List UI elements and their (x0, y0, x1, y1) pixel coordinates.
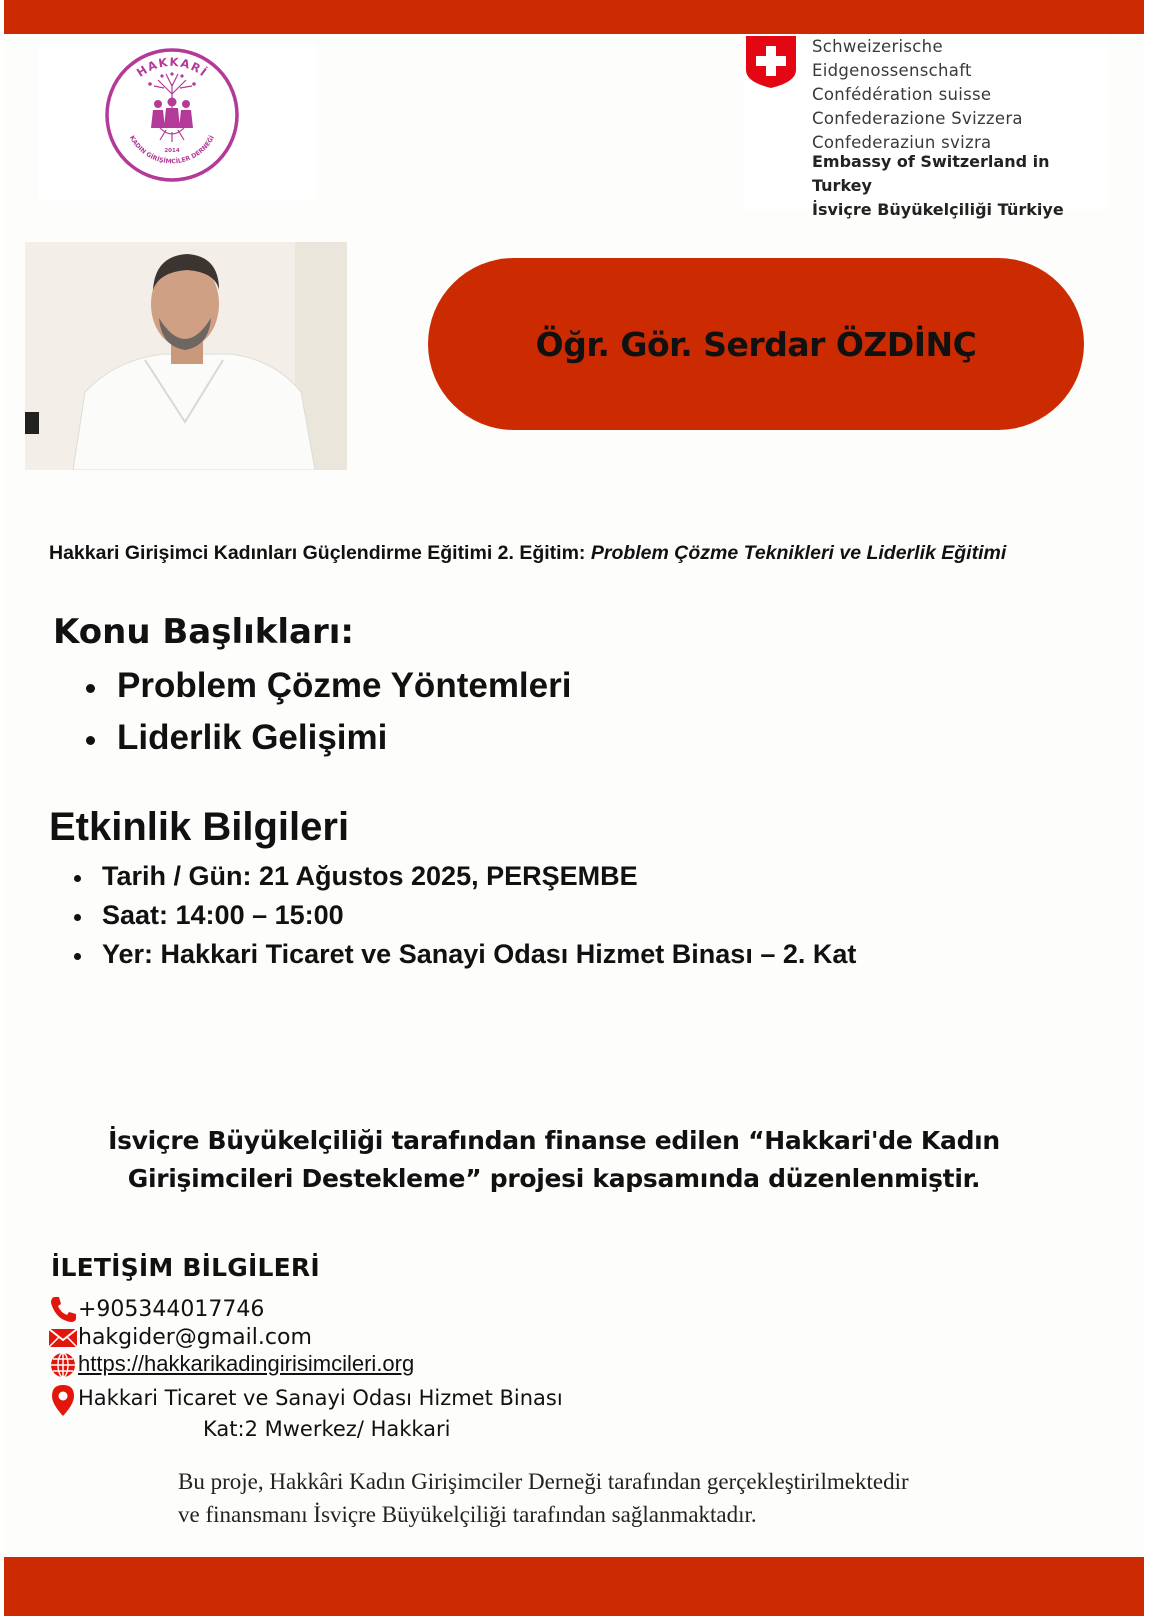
three-women-tree-logo (100, 44, 244, 186)
event-info-heading: Etkinlik Bilgileri (49, 805, 350, 849)
address-line-2: Kat:2 Mwerkez/ Hakkari (203, 1417, 451, 1441)
confederation-name-de: Schweizerische Eidgenossenschaft (812, 37, 972, 80)
speaker-name: Öğr. Gör. Serdar ÖZDİNÇ (535, 324, 977, 364)
confederation-name-fr: Confédération suisse (812, 85, 992, 104)
contact-address (48, 1383, 563, 1445)
contact-phone[interactable] (48, 1294, 264, 1324)
training-subtitle-topic: Problem Çözme Teknikleri ve Liderlik Eğitimi (590, 542, 1007, 564)
contact-heading: İLETİŞİM BİLGİLERİ (51, 1253, 320, 1282)
footer-note-line-1: Bu proje, Hakkâri Kadın Girişimciler Derneği tarafından gerçekleştirilmektedir (178, 1469, 909, 1494)
funding-line-1: İsviçre Büyükelçiliği tarafından finanse edilen “Hakkari'de Kadın (108, 1126, 1000, 1155)
event-info-list (72, 857, 856, 974)
training-subtitle-prefix: Hakkari Girişimci Kadınları Güçlendirme Eğitimi 2. Eğitim: (49, 542, 591, 564)
logo-ring-top-text: HAKKARİ (133, 54, 211, 80)
top-accent-bar (4, 0, 1144, 34)
funding-statement (64, 1122, 1044, 1198)
event-date: Tarih / Gün: 21 Ağustos 2025, PERŞEMBE (72, 857, 856, 896)
topics-heading: Konu Başlıkları: (53, 612, 354, 652)
contact-website[interactable] (48, 1349, 414, 1379)
funding-line-2: Girişimcileri Destekleme” projesi kapsamında düzenlenmiştir. (127, 1164, 981, 1193)
logo-year: 2014 (164, 148, 180, 154)
training-subtitle (49, 542, 1006, 565)
globe-icon (48, 1349, 78, 1379)
footer-note-line-2: ve finansmanı İsviçre Büyükelçiliği tarafından sağlanmaktadır. (178, 1502, 757, 1527)
swiss-embassy-logo (744, 34, 1107, 219)
phone-icon (48, 1294, 78, 1324)
project-footer-note (178, 1465, 909, 1531)
embassy-name-tr: İsviçre Büyükelçiliği Türkiye (812, 200, 1064, 219)
event-location: Yer: Hakkari Ticaret ve Sanayi Odası Hizmet Binası – 2. Kat (72, 935, 856, 974)
topic-item: Liderlik Gelişimi (84, 712, 571, 764)
bottom-accent-bar (4, 1557, 1144, 1616)
website-link[interactable]: https://hakkarikadingirisimcileri.org (78, 1351, 415, 1376)
phone-number: +905344017746 (78, 1296, 265, 1322)
email-address: hakgider@gmail.com (78, 1324, 312, 1350)
confederation-name-rm: Confederaziun svizra (812, 133, 992, 152)
location-pin-icon (48, 1383, 78, 1417)
logo-ring-bottom-text: KADIN GİRİŞİMCİLER DERNEĞİ (127, 134, 217, 166)
confederation-name-it: Confederazione Svizzera (812, 109, 1023, 128)
mail-icon (48, 1322, 78, 1352)
embassy-name-en: Embassy of Switzerland in Turkey (812, 152, 1050, 195)
confederation-names (812, 35, 1107, 155)
speaker-name-banner (428, 258, 1084, 430)
contact-email[interactable] (48, 1322, 312, 1352)
address-line-1: Hakkari Ticaret ve Sanayi Odası Hizmet Binası (78, 1386, 563, 1410)
topic-item: Problem Çözme Yöntemleri (84, 660, 571, 712)
swiss-cross-icon (746, 36, 796, 88)
svg-text:HAKKARİ (134, 55, 211, 80)
topics-list (84, 660, 571, 764)
flyer-page (4, 0, 1144, 1616)
association-logo-area (38, 44, 316, 200)
embassy-name (812, 150, 1107, 222)
event-time: Saat: 14:00 – 15:00 (72, 896, 856, 935)
speaker-photo (25, 242, 347, 470)
